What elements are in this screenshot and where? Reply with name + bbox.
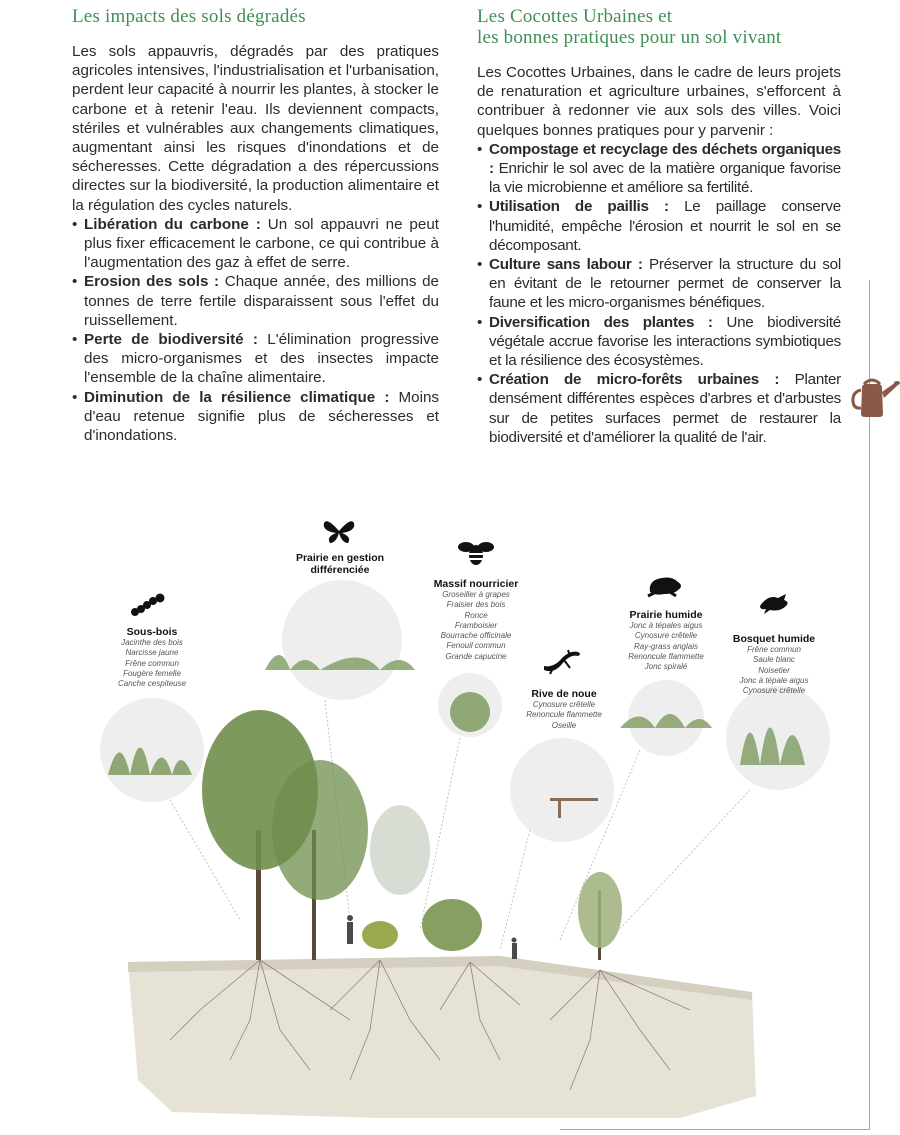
bullet-term: Utilisation de paillis : — [489, 198, 669, 216]
bullet-term: Perte de biodiversité : — [84, 331, 258, 349]
species-name: Cynosure crêtelle — [742, 686, 806, 696]
species-name: Framboisier — [454, 620, 498, 630]
bullet-text: Moins d'eau retenue signifie plus de sécheresses et d'inondations. — [84, 388, 439, 445]
bullet-term: Culture sans labour : — [489, 256, 643, 274]
right-title-line1: Les Cocottes Urbaines et — [477, 6, 673, 27]
bullet-text: Enrichir le sol avec de la matière organique favorise la vie microbienne et améliore sa fertilité. — [489, 160, 841, 197]
species-name: Bourrache officinale — [440, 631, 512, 641]
species-name: Frêne commun — [125, 658, 179, 668]
habitat-rive-noue — [514, 688, 614, 731]
species-name: Saule blanc — [753, 655, 795, 665]
left-bullet — [72, 215, 439, 273]
habitat-title: Bosquet humide — [732, 633, 816, 645]
habitat-prairie-gestion — [285, 552, 395, 576]
left-intro: Les sols appauvris, dégradés par des pratiques agricoles intensives, l'industrialisation et l'urbanisation, perdent leur capacité à nourrir les plantes, à stocker le carbone et à retenir l'eau. Ils deviennent compacts, stériles et vulnérables aux changements climatiques, augmentant ainsi les risques d'inondations et de sécheresses. Cette dégradation a des répercussions directes sur la biodiversité, la production alimentaire et la régulation des cycles naturels. — [72, 43, 439, 214]
species-name: Renoncule flammette — [628, 651, 704, 661]
left-column — [72, 6, 439, 445]
species-name: Frêne commun — [747, 645, 801, 654]
left-title: Les impacts des sols dégradés — [72, 6, 306, 27]
right-bullet — [477, 197, 841, 255]
species-name: Renoncule flammette — [526, 710, 602, 720]
prairie-circle — [282, 580, 402, 700]
frog-icon — [644, 572, 684, 598]
habitat-sous-bois — [102, 626, 202, 689]
habitat-title: Prairie humide — [629, 609, 703, 621]
species-name: Jonc spiralé — [644, 662, 688, 672]
right-bullet-list — [477, 140, 841, 447]
species-name: Fraisier des bois — [446, 600, 506, 610]
bullet-text: Chaque année, des millions de tonnes de terre fertile disparaissent sous l'effet du ruissellement. — [84, 273, 439, 329]
left-bullet-list — [72, 215, 439, 445]
left-bullet — [72, 330, 439, 388]
watering-can-icon — [848, 376, 900, 420]
bullet-term: Diminution de la résilience climatique : — [84, 388, 390, 406]
rive-circle — [510, 738, 614, 842]
right-title — [477, 6, 841, 48]
right-title-line2: les bonnes pratiques pour un sol vivant — [477, 27, 782, 48]
left-bullet — [72, 272, 439, 330]
bosquet-circle — [726, 686, 830, 790]
species-name: Canche cespiteuse — [117, 679, 187, 689]
left-bullet — [72, 388, 439, 446]
right-bullet — [477, 255, 841, 313]
species-name: Fougère femelle — [123, 668, 181, 678]
habitat-title: Sous-bois — [126, 626, 178, 638]
species-name: Ray-grass anglais — [633, 641, 699, 651]
habitat-title: Rive de noue — [531, 688, 597, 700]
caterpillar-icon — [130, 592, 166, 618]
species-name: Oseille — [551, 720, 577, 730]
right-intro: Les Cocottes Urbaines, dans le cadre de leurs projets de renaturation et agriculture urbaines, s'efforcent à contribuer à redonner vie aux sols des villes. Voici quelques bonnes pratiques pour y parvenir : — [477, 64, 841, 139]
habitat-title: Massif nourricier — [433, 578, 519, 590]
right-bullet — [477, 370, 841, 447]
bullet-text: L'élimination progressive des micro-organismes et des insectes impacte l'ensemble de la chaîne alimentaire. — [84, 331, 439, 387]
ecosystem-illustration — [80, 500, 860, 1130]
species-name: Jonc à tépale aigus — [739, 675, 809, 685]
species-name: Cynosure crêtelle — [532, 700, 596, 709]
bullet-term: Erosion des sols : — [84, 273, 220, 291]
habitat-bosquet-humide — [724, 633, 824, 696]
bullet-term: Libération du carbone : — [84, 215, 261, 233]
habitat-massif-nourricier — [420, 578, 532, 662]
bullet-text: Le paillage conserve l'humidité, empêche l'érosion et nourrit le sol en se décomposant. — [489, 198, 841, 254]
species-name: Grande capucine — [445, 651, 507, 661]
bullet-term: Diversification des plantes : — [489, 313, 713, 331]
species-name: Cynosure crêtelle — [634, 631, 698, 641]
species-name: Jacinthe des bois — [121, 638, 183, 647]
bullet-text: Préserver la structure du sol en évitant de le retourner permet de conserver la faune et les micro-organismes bénéfiques. — [489, 256, 841, 312]
habitat-title: Prairie en gestion différenciée — [295, 552, 385, 576]
sous-bois-circle — [100, 698, 204, 802]
species-name: Ronce — [464, 610, 488, 620]
bullet-text: Planter densément différentes espèces d'arbres et d'arbustes sur de petites surfaces permet de restaurer la biodiversité et d'améliorer la qualité de l'air. — [489, 371, 841, 446]
bullet-text: Un sol appauvri ne peut plus fixer efficacement le carbone, ce qui contribue à l'augmentation des gaz à effet de serre. — [84, 215, 439, 272]
bullet-term: Compostage et recyclage des déchets organiques : — [489, 140, 841, 178]
species-name: Noisetier — [758, 665, 790, 675]
right-column — [477, 6, 841, 447]
species-name: Narcisse jaune — [125, 648, 179, 658]
bee-icon — [456, 540, 496, 566]
species-name: Fenouil commun — [446, 641, 506, 651]
habitat-prairie-humide — [616, 609, 716, 672]
right-bullet — [477, 313, 841, 371]
right-bullet — [477, 140, 841, 198]
bullet-term: Création de micro-forêts urbaines : — [489, 371, 780, 389]
species-name: Jonc à tépales aigus — [629, 621, 703, 630]
bullet-text: Une biodiversité végétale accrue favorise les interactions symbiotiques et la résilience des écosystèmes. — [489, 313, 842, 370]
species-name: Groseiller à grapes — [442, 590, 510, 599]
butterfly-icon — [322, 517, 356, 545]
bird-icon — [756, 592, 792, 616]
salamander-icon — [540, 648, 582, 676]
